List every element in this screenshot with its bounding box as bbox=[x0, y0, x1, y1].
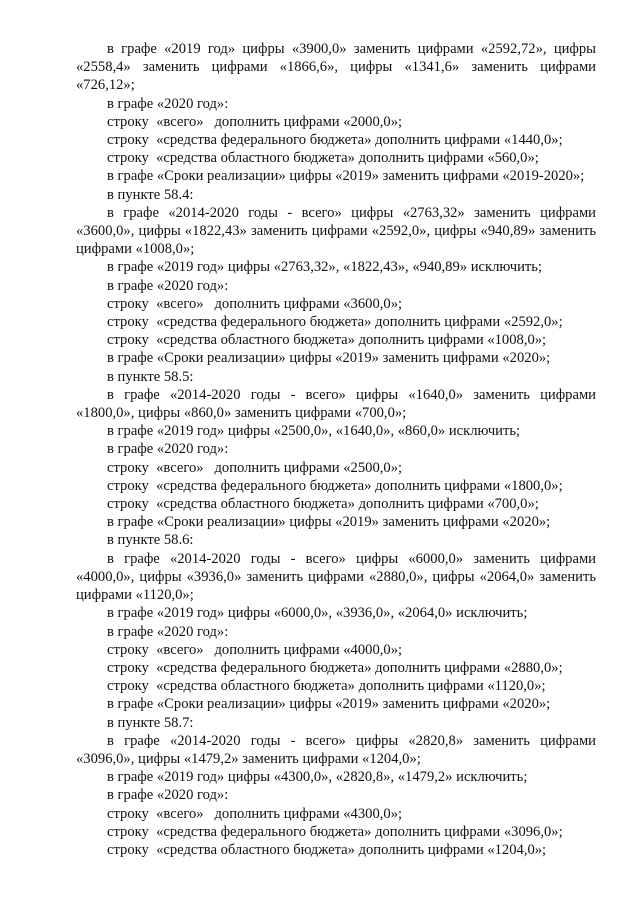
paragraph: в графе «Сроки реализации» цифры «2019» заменить цифрами «2019-2020»; bbox=[107, 168, 585, 185]
paragraph: в графе «Сроки реализации» цифры «2019» заменить цифрами «2020»; bbox=[107, 514, 551, 531]
paragraph: в пункте 58.5: bbox=[107, 368, 194, 385]
document-page bbox=[76, 40, 600, 859]
paragraph: строку «всего» дополнить цифрами «2000,0»; bbox=[107, 113, 403, 130]
paragraph: в графе «2014-2020 годы - всего» цифры «6000,0» заменить цифрами «4000,0», цифры «3936,0» заменить цифрами «2880,0», цифры «2064,0» заменить цифрами «1120,0»; bbox=[76, 550, 600, 604]
paragraph: строку «средства областного бюджета» дополнить цифрами «700,0»; bbox=[107, 496, 539, 513]
paragraph: строку «средства областного бюджета» дополнить цифрами «1008,0»; bbox=[107, 332, 547, 349]
paragraph: в графе «2014-2020 годы - всего» цифры «2763,32» заменить цифрами «3600,0», цифры «1822,43» заменить цифрами «2592,0», цифры «940,89» заменить цифрами «1008,0»; bbox=[76, 204, 600, 258]
paragraph: строку «всего» дополнить цифрами «3600,0»; bbox=[107, 295, 403, 312]
paragraph: строку «всего» дополнить цифрами «4300,0»; bbox=[107, 805, 403, 822]
paragraph: в графе «2019 год» цифры «4300,0», «2820,8», «1479,2» исключить; bbox=[107, 769, 528, 786]
paragraph: строку «средства областного бюджета» дополнить цифрами «1204,0»; bbox=[107, 841, 547, 858]
paragraph: в пункте 58.6: bbox=[107, 532, 194, 549]
paragraph: в пункте 58.7: bbox=[107, 714, 194, 731]
paragraph: строку «средства федерального бюджета» дополнить цифрами «3096,0»; bbox=[107, 823, 563, 840]
paragraph: строку «средства федерального бюджета» дополнить цифрами «2880,0»; bbox=[107, 659, 563, 676]
paragraph: в графе «2019 год» цифры «2763,32», «1822,43», «940,89» исключить; bbox=[107, 259, 542, 276]
paragraph: в графе «2014-2020 годы - всего» цифры «1640,0» заменить цифрами «1800,0», цифры «860,0» заменить цифрами «700,0»; bbox=[76, 386, 600, 422]
paragraph: в графе «2019 год» цифры «2500,0», «1640,0», «860,0» исключить; bbox=[107, 423, 521, 440]
paragraph: в пункте 58.4: bbox=[107, 186, 194, 203]
paragraph: строку «средства федерального бюджета» дополнить цифрами «1800,0»; bbox=[107, 477, 563, 494]
paragraph: в графе «Сроки реализации» цифры «2019» заменить цифрами «2020»; bbox=[107, 350, 551, 367]
paragraph: строку «средства федерального бюджета» дополнить цифрами «1440,0»; bbox=[107, 132, 563, 149]
paragraph: строку «всего» дополнить цифрами «2500,0»; bbox=[107, 459, 403, 476]
paragraph: в графе «2014-2020 годы - всего» цифры «2820,8» заменить цифрами «3096,0», цифры «1479,2» заменить цифрами «1204,0»; bbox=[76, 732, 600, 767]
paragraph: в графе «2019 год» цифры «3900,0» заменить цифрами «2592,72», цифры «2558,4» заменить цифрами «1866,6», цифры «1341,6» заменить цифрами «726,12»; bbox=[76, 41, 600, 94]
paragraph: в графе «2020 год»: bbox=[107, 277, 229, 294]
paragraph: строку «средства областного бюджета» дополнить цифрами «560,0»; bbox=[107, 150, 539, 167]
paragraph: в графе «2020 год»: bbox=[107, 787, 229, 804]
paragraph: в графе «2019 год» цифры «6000,0», «3936,0», «2064,0» исключить; bbox=[107, 605, 528, 622]
paragraph: строку «средства федерального бюджета» дополнить цифрами «2592,0»; bbox=[107, 314, 563, 331]
paragraph: строку «средства областного бюджета» дополнить цифрами «1120,0»; bbox=[107, 678, 546, 695]
paragraph: в графе «2020 год»: bbox=[107, 623, 229, 640]
paragraph: в графе «2020 год»: bbox=[107, 441, 229, 458]
paragraph: в графе «Сроки реализации» цифры «2019» заменить цифрами «2020»; bbox=[107, 696, 551, 713]
paragraph: строку «всего» дополнить цифрами «4000,0»; bbox=[107, 641, 403, 658]
paragraph: в графе «2020 год»: bbox=[107, 95, 229, 112]
